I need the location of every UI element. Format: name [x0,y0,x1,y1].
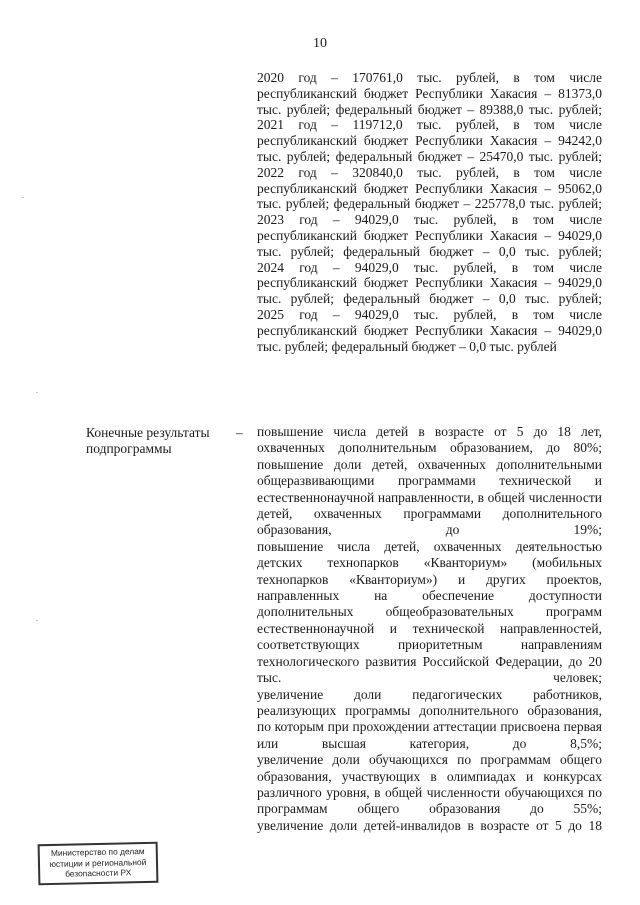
funding-by-year [257,70,602,354]
results-label: Конечные результаты подпрограммы [86,425,210,457]
funding-2021: 2021 год – 119712,0 тыс. рублей, в том числе республиканский бюджет Республики Хакасия – 94242,0 тыс. рублей; федеральный бюджет – 25470,0 тыс. рублей; [257,117,602,164]
scan-mark [22,197,24,198]
funding-2023: 2023 год – 94029,0 тыс. рублей, в том числе республиканский бюджет Республики Хакасия – 94029,0 тыс. рублей; федеральный бюджет – 0,0 тыс. рублей; [257,212,602,259]
result-item: увеличение доли обучающихся по программам общего образования, участвующих в олимпиадах и конкурсах различного уровня, в общей численности обучающихся по программам общего образования до 55%; [257,752,602,817]
result-item: повышение числа детей в возрасте от 5 до 18 лет, охваченных дополнительным образованием, до 80%; [257,424,602,456]
results-list [257,424,602,834]
scan-mark [36,392,38,393]
funding-2024: 2024 год – 94029,0 тыс. рублей, в том числе республиканский бюджет Республики Хакасия – 94029,0 тыс. рублей; федеральный бюджет – 0,0 тыс. рублей; [257,259,602,307]
funding-2022: 2022 год – 320840,0 тыс. рублей, в том числе республиканский бюджет Республики Хакасия – 95062,0 тыс. рублей; федеральный бюджет – 225778,0 тыс. рублей; [257,164,602,212]
funding-2025: 2025 год – 94029,0 тыс. рублей, в том числе республиканский бюджет Республики Хакасия – 94029,0 тыс. рублей; федеральный бюджет – 0,0 тыс. рублей [257,306,602,354]
page-number: 10 [313,36,327,51]
result-item: повышение числа детей, охваченных деятельностью детских технопарков «Кванториум» (мобильных технопарков «Кванториум») и других проектов, направленных на обеспечение доступности дополнительных общеобразовательных программ естественнонаучной и технической направленностей, соответствующих приоритетным направлениям технологического развития Российской Федерации, до 20 тыс. человек; [257,538,602,686]
funding-2020: 2020 год – 170761,0 тыс. рублей, в том числе республиканский бюджет Республики Хакасия – 81373,0 тыс. рублей; федеральный бюджет – 89388,0 тыс. рублей; [257,70,602,117]
scan-mark [36,620,38,621]
result-item: увеличение доли педагогических работников, реализующих программы дополнительного образования, по которым при прохождении аттестации присвоена первая или высшая категория, до 8,5%; [257,686,602,751]
result-item: увеличение доли детей-инвалидов в возрасте от 5 до 18 [257,817,602,833]
result-item: повышение доли детей, охваченных дополнительными общеразвивающими программами технической и естественнонаучной направленности, в общей численности детей, охваченных программами дополнительного образования, до 19%; [257,456,602,538]
results-dash: – [236,425,243,440]
ministry-stamp: Министерство по делам юстиции и региональной безопасности РХ [38,842,159,885]
